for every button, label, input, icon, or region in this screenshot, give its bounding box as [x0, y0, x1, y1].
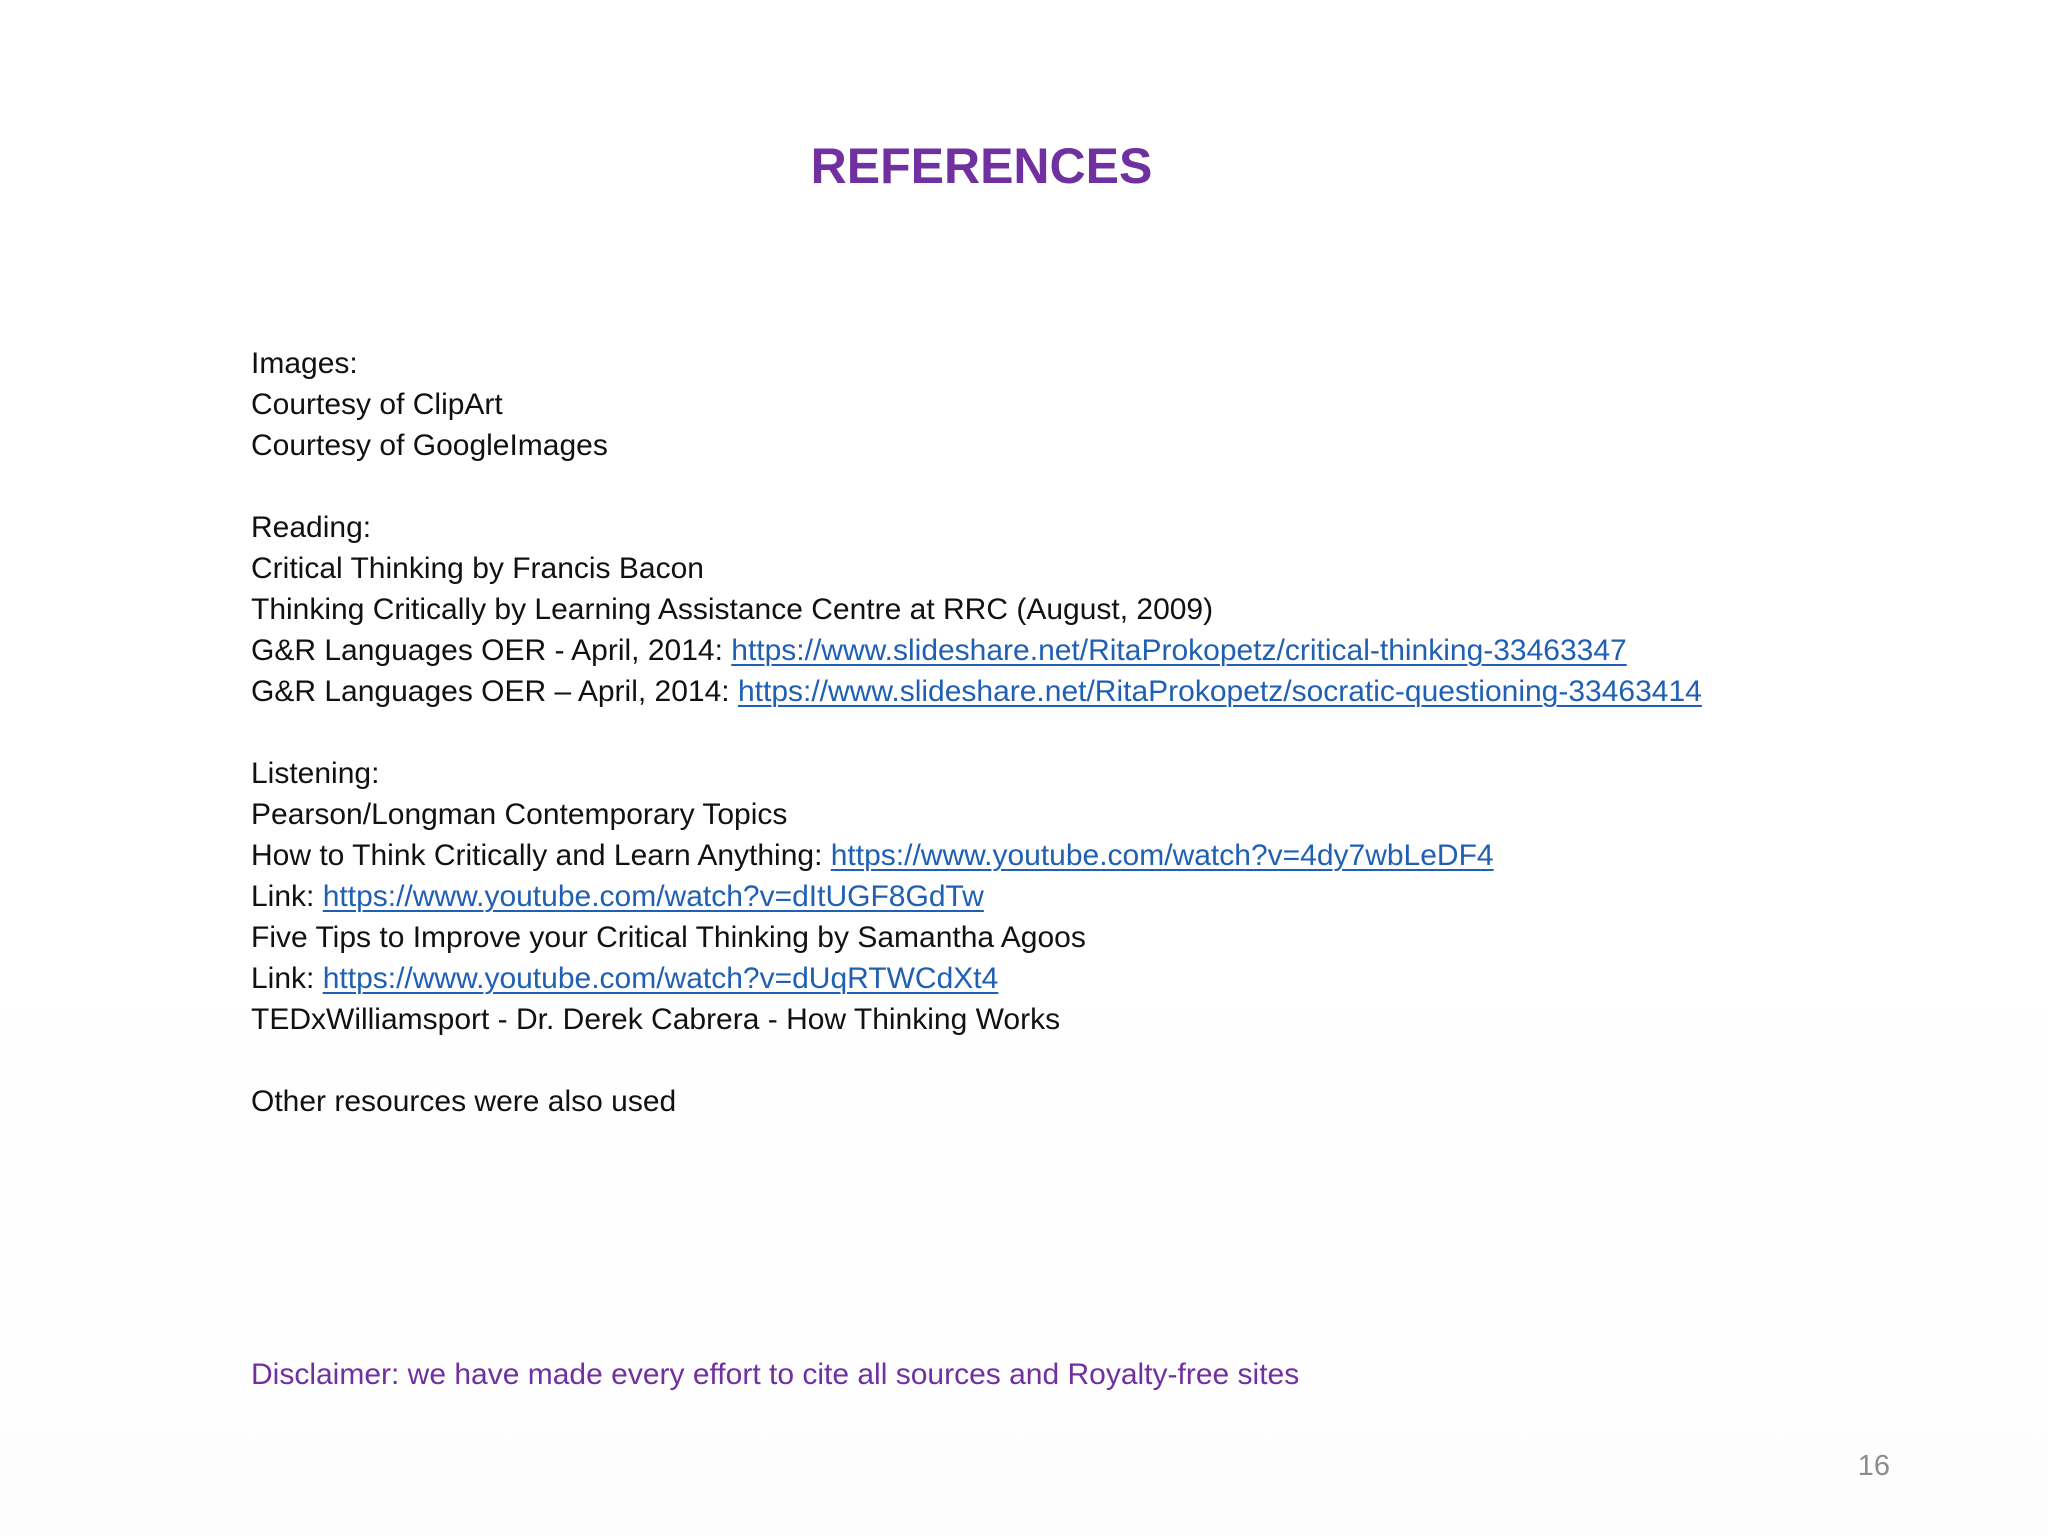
- images-item-googleimages: Courtesy of GoogleImages: [251, 429, 608, 462]
- listening-item-five-tips: Five Tips to Improve your Critical Thinking by Samantha Agoos: [251, 921, 1086, 954]
- listening-item-think-critically: [251, 835, 1951, 876]
- youtube-link-2[interactable]: https://www.youtube.com/watch?v=dUqRTWCdXt4: [322, 962, 999, 995]
- page-number: 16: [1857, 1450, 1890, 1482]
- listening-link-2: [251, 958, 1951, 999]
- reading-item-bacon: Critical Thinking by Francis Bacon: [251, 552, 704, 585]
- socratic-questioning-link[interactable]: https://www.slideshare.net/RitaProkopetz/socratic-questioning-33463414: [737, 675, 1702, 708]
- listening-item-tedx: TEDxWilliamsport - Dr. Derek Cabrera - How Thinking Works: [251, 1003, 1061, 1036]
- reading-oer-critical-thinking: [251, 630, 1951, 671]
- think-critically-youtube-link[interactable]: https://www.youtube.com/watch?v=4dy7wbLeDF4: [830, 839, 1494, 872]
- listening-item-pearson: Pearson/Longman Contemporary Topics: [251, 798, 788, 831]
- images-item-clipart: Courtesy of ClipArt: [251, 388, 503, 421]
- spacer: [251, 1040, 1951, 1081]
- reading-item-rrc: Thinking Critically by Learning Assistance Centre at RRC (August, 2009): [251, 593, 1214, 626]
- listening-link-1-label: Link:: [251, 880, 323, 913]
- listening-link-1: [251, 876, 1951, 917]
- spacer: [251, 466, 1951, 507]
- listening-think-critically-label: How to Think Critically and Learn Anything:: [251, 839, 831, 872]
- listening-heading: Listening:: [251, 757, 380, 790]
- listening-link-2-label: Link:: [251, 962, 323, 995]
- reading-oer-critical-thinking-label: G&R Languages OER - April, 2014:: [251, 634, 732, 667]
- other-resources-note: Other resources were also used: [251, 1085, 677, 1118]
- reading-oer-socratic-questioning-label: G&R Languages OER – April, 2014:: [251, 675, 738, 708]
- reading-oer-socratic-questioning: [251, 671, 1951, 712]
- critical-thinking-link[interactable]: https://www.slideshare.net/RitaProkopetz/critical-thinking-33463347: [731, 634, 1627, 667]
- disclaimer: Disclaimer: we have made every effort to cite all sources and Royalty-free sites: [251, 1358, 1300, 1391]
- slide-title: REFERENCES: [810, 138, 1153, 194]
- youtube-link-1[interactable]: https://www.youtube.com/watch?v=dItUGF8GdTw: [322, 880, 984, 913]
- spacer: [251, 712, 1951, 753]
- references-body: [251, 343, 1951, 1122]
- images-heading: Images:: [251, 347, 358, 380]
- reading-heading: Reading:: [251, 511, 372, 544]
